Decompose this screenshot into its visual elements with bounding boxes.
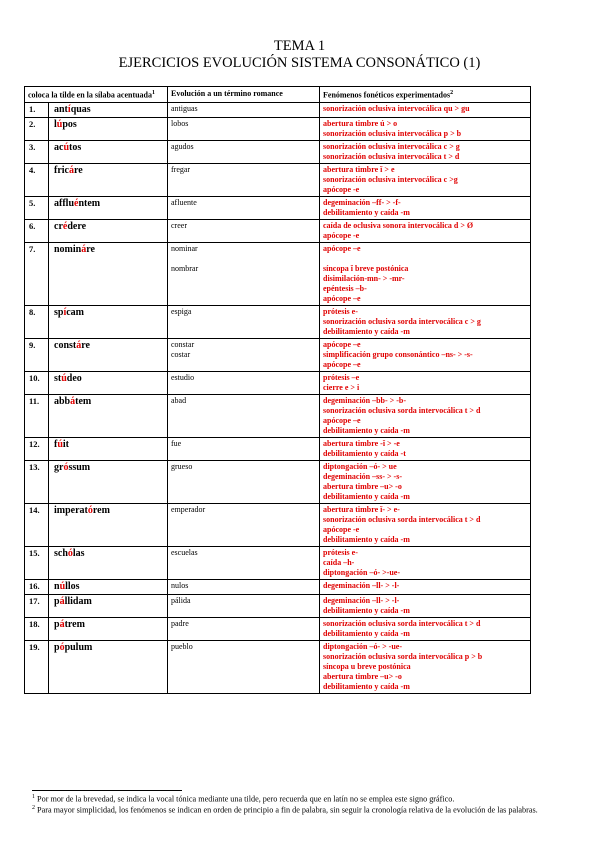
- evolution-term: fue: [171, 439, 182, 449]
- evolution-term: pueblo: [171, 642, 193, 652]
- romance-evolution: [168, 618, 320, 641]
- table-header-row: [25, 87, 531, 103]
- row-number: 1.: [25, 103, 49, 118]
- romance-evolution: [168, 141, 320, 164]
- phenomenon: sonorización oclusiva intervocálica c > g: [323, 142, 460, 152]
- romance-evolution: [168, 306, 320, 339]
- latin-word-part: ssum: [68, 462, 91, 474]
- phonetic-phenomena: [320, 243, 531, 306]
- latin-word-part: imperat: [54, 505, 88, 517]
- evolution-term: nominar: [171, 244, 198, 254]
- row-number: 11.: [25, 395, 49, 438]
- table-row: [25, 220, 531, 243]
- row-number: 2.: [25, 118, 49, 141]
- romance-evolution: [168, 164, 320, 197]
- latin-word: [49, 339, 168, 372]
- phonetic-phenomena: [320, 306, 531, 339]
- row-number: 6.: [25, 220, 49, 243]
- latin-word-part: cr: [54, 221, 63, 233]
- latin-word: [49, 504, 168, 547]
- evolution-term: constar: [171, 340, 195, 350]
- table-row: [25, 547, 531, 580]
- latin-word-part: fric: [54, 165, 69, 177]
- phenomenon: debilitamiento y caída -m: [323, 426, 410, 436]
- document-title: TEMA 1: [273, 38, 326, 54]
- row-number: 12.: [25, 438, 49, 461]
- evolution-term: antiguas: [171, 104, 198, 114]
- evolution-term: afluente: [171, 198, 197, 208]
- phenomenon: prótesis e-: [323, 307, 358, 317]
- romance-evolution: [168, 103, 320, 118]
- evolution-term: creer: [171, 221, 187, 231]
- stressed-vowel: ú: [63, 142, 70, 154]
- latin-word: [49, 103, 168, 118]
- latin-word-part: ntem: [78, 198, 101, 210]
- latin-word: [49, 580, 168, 595]
- phonetic-phenomena: [320, 547, 531, 580]
- stressed-vowel: á: [59, 619, 65, 631]
- latin-word-part: abb: [54, 396, 71, 408]
- phenomenon: epéntesis –b-: [323, 284, 367, 294]
- table-row: [25, 164, 531, 197]
- footnote-2: $^2$ Para mayor simplicidad, los fenómenos se indican en orden de principio a fin de palabra, sin seguir la cronología relativa de la evolución de las palabras.: [32, 805, 538, 815]
- phonetic-phenomena: [320, 641, 531, 694]
- phonetic-phenomena: [320, 504, 531, 547]
- latin-word: [49, 118, 168, 141]
- phenomenon: prótesis e-: [323, 548, 358, 558]
- stressed-vowel: ú: [56, 119, 63, 131]
- romance-evolution: [168, 438, 320, 461]
- row-number: 15.: [25, 547, 49, 580]
- romance-evolution: [168, 595, 320, 618]
- latin-word-part: re: [74, 165, 83, 177]
- phonetic-phenomena: [320, 164, 531, 197]
- table-row: [25, 618, 531, 641]
- phenomenon: debilitamiento y caída -m: [323, 208, 410, 218]
- phenomenon: apócope -e: [323, 231, 360, 241]
- table-row: [25, 395, 531, 438]
- evolution-term: grueso: [171, 462, 193, 472]
- stressed-vowel: á: [81, 244, 87, 256]
- romance-evolution: [168, 395, 320, 438]
- latin-word-part: cam: [66, 307, 85, 319]
- evolution-term: costar: [171, 350, 191, 360]
- latin-word-part: nomin: [54, 244, 82, 256]
- romance-evolution: [168, 547, 320, 580]
- stressed-vowel: á: [70, 396, 76, 408]
- phenomenon: sonorización oclusiva sorda intervocálica t > d: [323, 406, 481, 416]
- exercise-table: [24, 86, 531, 694]
- latin-word: [49, 197, 168, 220]
- evolution-term: agudos: [171, 142, 194, 152]
- latin-word-part: llos: [65, 581, 80, 593]
- phenomenon: apócope -e: [323, 525, 360, 535]
- latin-word-part: const: [54, 340, 77, 352]
- latin-word-part: las: [72, 548, 85, 560]
- phenomenon: degeminación –ff- > -f-: [323, 198, 401, 208]
- phonetic-phenomena: [320, 395, 531, 438]
- evolution-term: padre: [171, 619, 189, 629]
- phenomenon: degeminación –bb- > -b-: [323, 396, 407, 406]
- phenomenon: síncopa ĭ breve postónica: [323, 264, 409, 274]
- latin-word-part: sch: [54, 548, 68, 560]
- row-number: 14.: [25, 504, 49, 547]
- phenomenon: sonorización oclusiva intervocálica t > d: [323, 152, 460, 162]
- latin-word-part: tem: [75, 396, 92, 408]
- stressed-vowel: ú: [61, 373, 67, 385]
- phenomenon: degeminación –ll- > -l-: [323, 596, 400, 606]
- latin-word-part: tos: [69, 142, 82, 154]
- row-number: 3.: [25, 141, 49, 164]
- latin-word-part: afflu: [54, 198, 74, 210]
- phenomenon: sonorización oclusiva sorda intervocálica t > d: [323, 619, 481, 629]
- phonetic-phenomena: [320, 618, 531, 641]
- latin-word-part: f: [54, 439, 58, 451]
- phenomenon: debilitamiento y caída -t: [323, 449, 406, 459]
- stressed-vowel: í: [67, 104, 71, 116]
- latin-word-part: sp: [54, 307, 64, 319]
- phonetic-phenomena: [320, 103, 531, 118]
- row-number: 7.: [25, 243, 49, 306]
- evolution-term: escuelas: [171, 548, 198, 558]
- phonetic-phenomena: [320, 141, 531, 164]
- latin-word-part: trem: [64, 619, 85, 631]
- phenomenon: abertura timbre –u> -o: [323, 482, 402, 492]
- romance-evolution: [168, 372, 320, 395]
- phenomenon: degeminación –ll- > -l-: [323, 581, 400, 591]
- phenomenon: abertura timbre ĭ > e: [323, 165, 395, 175]
- evolution-term: emperador: [171, 505, 206, 515]
- row-number: 18.: [25, 618, 49, 641]
- stressed-vowel: ú: [57, 439, 63, 451]
- phenomenon: abertura timbre –u> -o: [323, 672, 402, 682]
- table-row: [25, 197, 531, 220]
- romance-evolution: [168, 243, 320, 306]
- phenomenon: apócope –e: [323, 340, 361, 350]
- table-row: [25, 118, 531, 141]
- evolution-term: pálida: [171, 596, 191, 606]
- table-row: [25, 306, 531, 339]
- header-latin: coloca la tilde en la sílaba acentuada$^1$: [25, 87, 168, 103]
- phenomenon: sonorización oclusiva sorda intervocálica c > g: [323, 317, 481, 327]
- phenomenon: apócope –e: [323, 360, 361, 370]
- table-row: [25, 339, 531, 372]
- table-row: [25, 141, 531, 164]
- latin-word: [49, 547, 168, 580]
- latin-word-part: rem: [92, 505, 110, 517]
- phenomenon: simplificación grupo consonántico –ns- > -s-: [323, 350, 473, 360]
- stressed-vowel: ó: [63, 462, 69, 474]
- latin-word-part: pos: [62, 119, 77, 131]
- stressed-vowel: é: [74, 198, 79, 210]
- phonetic-phenomena: [320, 339, 531, 372]
- stressed-vowel: ú: [59, 581, 66, 593]
- row-number: 16.: [25, 580, 49, 595]
- table-row: [25, 461, 531, 504]
- stressed-vowel: ó: [59, 642, 65, 654]
- phenomenon: sonorización oclusiva sorda intervocálica t > d: [323, 515, 481, 525]
- latin-word-part: p: [54, 619, 60, 631]
- phenomenon: cierre e > i: [323, 383, 360, 393]
- row-number: 13.: [25, 461, 49, 504]
- phenomenon: caída –h-: [323, 558, 355, 568]
- stressed-vowel: á: [76, 340, 82, 352]
- latin-word: [49, 395, 168, 438]
- latin-word: [49, 438, 168, 461]
- latin-word-part: p: [54, 596, 60, 608]
- phenomenon: apócope –e: [323, 416, 361, 426]
- latin-word-part: dere: [67, 221, 87, 233]
- stressed-vowel: á: [69, 165, 74, 177]
- phenomenon: debilitamiento y caída -m: [323, 327, 410, 337]
- header-evolution: Evolución a un término romance: [168, 87, 320, 103]
- latin-word-part: st: [54, 373, 62, 385]
- phenomenon: apócope -e: [323, 185, 360, 195]
- evolution-term: fregar: [171, 165, 191, 175]
- latin-word: [49, 164, 168, 197]
- phenomenon: debilitamiento y caída -m: [323, 535, 410, 545]
- table-row: [25, 504, 531, 547]
- row-number: 17.: [25, 595, 49, 618]
- romance-evolution: [168, 641, 320, 694]
- romance-evolution: [168, 580, 320, 595]
- phonetic-phenomena: [320, 461, 531, 504]
- romance-evolution: [168, 197, 320, 220]
- phenomenon: debilitamiento y caída -m: [323, 606, 410, 616]
- latin-word: [49, 220, 168, 243]
- latin-word-part: it: [62, 439, 70, 451]
- header-phenomena: Fenómenos fonéticos experimentados$^2$: [320, 87, 531, 103]
- phenomenon: sonorización oclusiva intervocálica p > b: [323, 129, 462, 139]
- latin-word-part: pulum: [64, 642, 93, 654]
- table-row: [25, 438, 531, 461]
- phenomenon: debilitamiento y caída -m: [323, 682, 410, 692]
- row-number: 4.: [25, 164, 49, 197]
- latin-word-part: re: [86, 244, 95, 256]
- stressed-vowel: é: [62, 221, 68, 233]
- romance-evolution: [168, 504, 320, 547]
- phonetic-phenomena: [320, 118, 531, 141]
- phenomenon: degeminación –ss- > -s-: [323, 472, 402, 482]
- romance-evolution: [168, 339, 320, 372]
- latin-word-part: gr: [54, 462, 64, 474]
- footnote-1: $^1$ Por mor de la brevedad, se indica la vocal tónica mediante una tilde, pero recuerda que en latín no se emplea este signo gráfico.: [32, 794, 455, 804]
- table-row: [25, 103, 531, 118]
- phenomenon: diptongación –ó- >-ue-: [323, 568, 401, 578]
- footnote-rule: [32, 790, 182, 791]
- evolution-term: estudio: [171, 373, 195, 383]
- phonetic-phenomena: [320, 580, 531, 595]
- row-number: 10.: [25, 372, 49, 395]
- stressed-vowel: í: [63, 307, 67, 319]
- evolution-term: nombrar: [171, 264, 199, 274]
- row-number: 5.: [25, 197, 49, 220]
- latin-word: [49, 595, 168, 618]
- latin-word-part: quas: [70, 104, 91, 116]
- stressed-vowel: á: [59, 596, 65, 608]
- phenomenon: abertura timbre ĭ- > e-: [323, 505, 400, 515]
- latin-word-part: ac: [54, 142, 64, 154]
- latin-word-part: ant: [54, 104, 68, 116]
- latin-word: [49, 641, 168, 694]
- latin-word-part: re: [81, 340, 90, 352]
- table-row: [25, 641, 531, 694]
- romance-evolution: [168, 118, 320, 141]
- latin-word: [49, 372, 168, 395]
- latin-word: [49, 243, 168, 306]
- phenomenon: sonorización oclusiva intervocálica c >g: [323, 175, 458, 185]
- latin-word: [49, 618, 168, 641]
- phenomenon: sonorización oclusiva sorda intervocálica p > b: [323, 652, 483, 662]
- evolution-term: nulos: [171, 581, 189, 591]
- latin-word: [49, 461, 168, 504]
- phonetic-phenomena: [320, 220, 531, 243]
- evolution-term: lobos: [171, 119, 189, 129]
- latin-word: [49, 306, 168, 339]
- phenomenon: diptongación –ó- > ue: [323, 462, 397, 472]
- latin-word: [49, 141, 168, 164]
- evolution-term: espiga: [171, 307, 192, 317]
- phonetic-phenomena: [320, 197, 531, 220]
- phonetic-phenomena: [320, 438, 531, 461]
- phenomenon: disimilación-mn- > -mr-: [323, 274, 405, 284]
- phenomenon: apócope –e: [323, 244, 361, 254]
- phenomenon: sonorización oclusiva intervocálica qu > gu: [323, 104, 470, 114]
- evolution-term: [171, 254, 316, 264]
- latin-word-part: p: [54, 642, 60, 654]
- stressed-vowel: ó: [67, 548, 73, 560]
- romance-evolution: [168, 220, 320, 243]
- table-row: [25, 580, 531, 595]
- latin-word-part: llidam: [64, 596, 92, 608]
- phenomenon: prótesis –e: [323, 373, 360, 383]
- table-row: [25, 243, 531, 306]
- phenomenon: diptongación –ó- > -ue-: [323, 642, 403, 652]
- phenomenon: abertura timbre -ĭ > -e: [323, 439, 400, 449]
- phenomenon: apócope –e: [323, 294, 361, 304]
- latin-word-part: n: [54, 581, 60, 593]
- row-number: 19.: [25, 641, 49, 694]
- row-number: 9.: [25, 339, 49, 372]
- phenomenon: [323, 254, 527, 264]
- table-row: [25, 595, 531, 618]
- document-subtitle: EJERCICIOS EVOLUCIÓN SISTEMA CONSONÁTICO (1): [118, 55, 481, 71]
- romance-evolution: [168, 461, 320, 504]
- phonetic-phenomena: [320, 595, 531, 618]
- phenomenon: síncopa u breve postónica: [323, 662, 411, 672]
- row-number: 8.: [25, 306, 49, 339]
- phenomenon: debilitamiento y caída -m: [323, 629, 410, 639]
- phenomenon: caída de oclusiva sonora intervocálica d > Ø: [323, 221, 474, 231]
- table-row: [25, 372, 531, 395]
- latin-word-part: l: [54, 119, 57, 131]
- evolution-term: abad: [171, 396, 187, 406]
- stressed-vowel: ó: [87, 505, 93, 517]
- phenomenon: debilitamiento y caída -m: [323, 492, 410, 502]
- phonetic-phenomena: [320, 372, 531, 395]
- latin-word-part: deo: [66, 373, 82, 385]
- phenomenon: abertura timbre ú > o: [323, 119, 398, 129]
